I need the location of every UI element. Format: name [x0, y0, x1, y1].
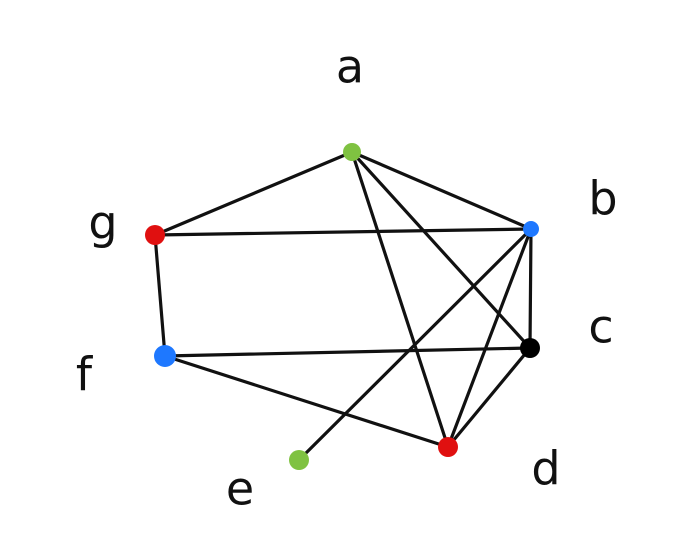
node-label-a: a: [335, 39, 365, 94]
edge-b-c: [530, 229, 531, 348]
node-a: [343, 143, 361, 161]
edge-f-d: [165, 356, 448, 447]
node-c: [520, 338, 540, 358]
node-label-e: e: [225, 461, 255, 516]
edge-c-d: [448, 348, 530, 447]
node-label-b: b: [588, 171, 618, 226]
node-b: [523, 221, 539, 237]
edge-b-e: [299, 229, 531, 460]
node-label-f: f: [75, 347, 93, 402]
node-g: [145, 225, 165, 245]
node-label-g: g: [88, 195, 118, 250]
node-label-d: d: [531, 441, 561, 496]
edge-g-f: [155, 235, 165, 356]
node-e: [289, 450, 309, 470]
node-f: [154, 345, 176, 367]
edge-a-d: [352, 152, 448, 447]
edges-group: [155, 152, 531, 460]
edge-b-d: [448, 229, 531, 447]
node-label-c: c: [588, 299, 614, 354]
edge-g-b: [155, 229, 531, 235]
nodes-group: [145, 143, 540, 470]
edge-a-b: [352, 152, 531, 229]
node-d: [438, 437, 458, 457]
edge-f-c: [165, 348, 530, 356]
edge-a-g: [155, 152, 352, 235]
